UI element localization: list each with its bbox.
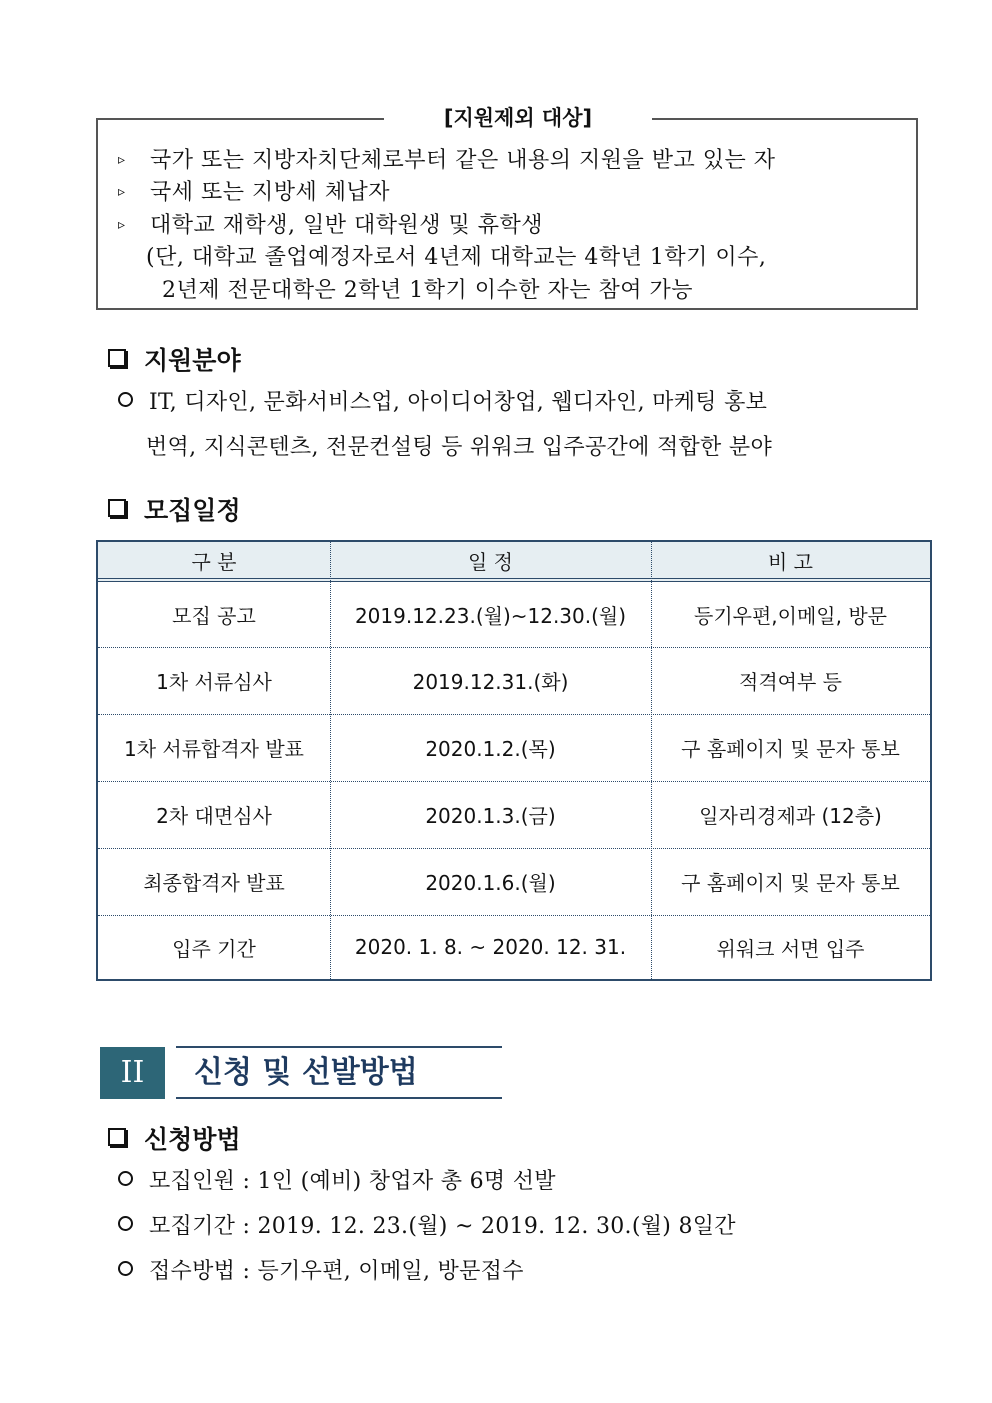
- exclusion-item: ▹ 대학교 재학생, 일반 대학원생 및 휴학생: [118, 213, 543, 238]
- column-header: 구 분: [191, 549, 237, 574]
- column-header: 비 고: [768, 549, 813, 574]
- table-cell: 2차 대면심사: [156, 804, 272, 828]
- exclusion-note: (단, 대학교 졸업예정자로서 4년제 대학교는 4학년 1학기 이수,: [146, 245, 767, 270]
- circle-bullet-icon: [118, 1261, 133, 1276]
- triangle-bullet-icon: ▹: [118, 152, 126, 168]
- table-cell: 1차 서류합격자 발표: [124, 737, 304, 761]
- section-heading-support-fields: 지원분야: [108, 341, 241, 377]
- table-cell: 2020.1.3.(금): [425, 804, 556, 828]
- exclusion-title: [지원제외 대상]: [384, 102, 652, 134]
- triangle-bullet-icon: ▹: [118, 217, 126, 233]
- table-cell: 구 홈페이지 및 문자 통보: [681, 737, 900, 761]
- exclusion-note: 2년제 전문대학은 2학년 1학기 이수한 자는 참여 가능: [162, 278, 693, 303]
- application-item: 접수방법 : 등기우편, 이메일, 방문접수: [118, 1254, 524, 1285]
- table-cell: 2020.1.6.(월): [425, 871, 556, 895]
- support-fields-line: 번역, 지식콘텐츠, 전문컨설팅 등 위워크 입주공간에 적합한 분야: [146, 435, 772, 460]
- table-cell: 2020.1.2.(목): [425, 737, 556, 761]
- square-bullet-icon: [108, 499, 126, 517]
- chapter-title: 신청 및 선발방법: [176, 1046, 502, 1099]
- schedule-table: [96, 540, 932, 981]
- table-cell: 등기우편,이메일, 방문: [694, 604, 887, 628]
- section-heading-schedule: 모집일정: [108, 491, 241, 527]
- support-fields-line: IT, 디자인, 문화서비스업, 아이디어창업, 웹디자인, 마케팅 홍보: [118, 385, 767, 416]
- application-item: 모집기간 : 2019. 12. 23.(월) ~ 2019. 12. 30.(월) 8일간: [118, 1209, 736, 1240]
- table-cell: 입주 기간: [172, 936, 256, 961]
- table-cell: 2019.12.31.(화): [412, 670, 569, 694]
- square-bullet-icon: [108, 349, 126, 367]
- square-bullet-icon: [108, 1128, 126, 1146]
- table-cell: 1차 서류심사: [156, 670, 272, 694]
- section-heading-application: 신청방법: [108, 1120, 241, 1156]
- table-cell: 모집 공고: [172, 604, 256, 628]
- table-cell: 적격여부 등: [739, 670, 842, 694]
- table-cell: 2019.12.23.(월)~12.30.(월): [354, 604, 627, 628]
- table-cell: 최종합격자 발표: [143, 871, 285, 895]
- table-cell: 2020. 1. 8. ~ 2020. 12. 31.: [354, 935, 627, 959]
- column-header: 일 정: [468, 549, 513, 574]
- chapter-number: II: [100, 1047, 165, 1099]
- exclusion-item: ▹ 국세 또는 지방세 체납자: [118, 180, 391, 205]
- triangle-bullet-icon: ▹: [118, 184, 126, 200]
- table-cell: 구 홈페이지 및 문자 통보: [681, 871, 900, 895]
- circle-bullet-icon: [118, 392, 133, 407]
- table-cell: 일자리경제과 (12층): [699, 804, 882, 828]
- circle-bullet-icon: [118, 1216, 133, 1231]
- application-item: 모집인원 : 1인 (예비) 창업자 총 6명 선발: [118, 1164, 556, 1195]
- circle-bullet-icon: [118, 1171, 133, 1186]
- table-cell: 위워크 서면 입주: [716, 936, 865, 961]
- exclusion-item: ▹ 국가 또는 지방자치단체로부터 같은 내용의 지원을 받고 있는 자: [118, 148, 776, 173]
